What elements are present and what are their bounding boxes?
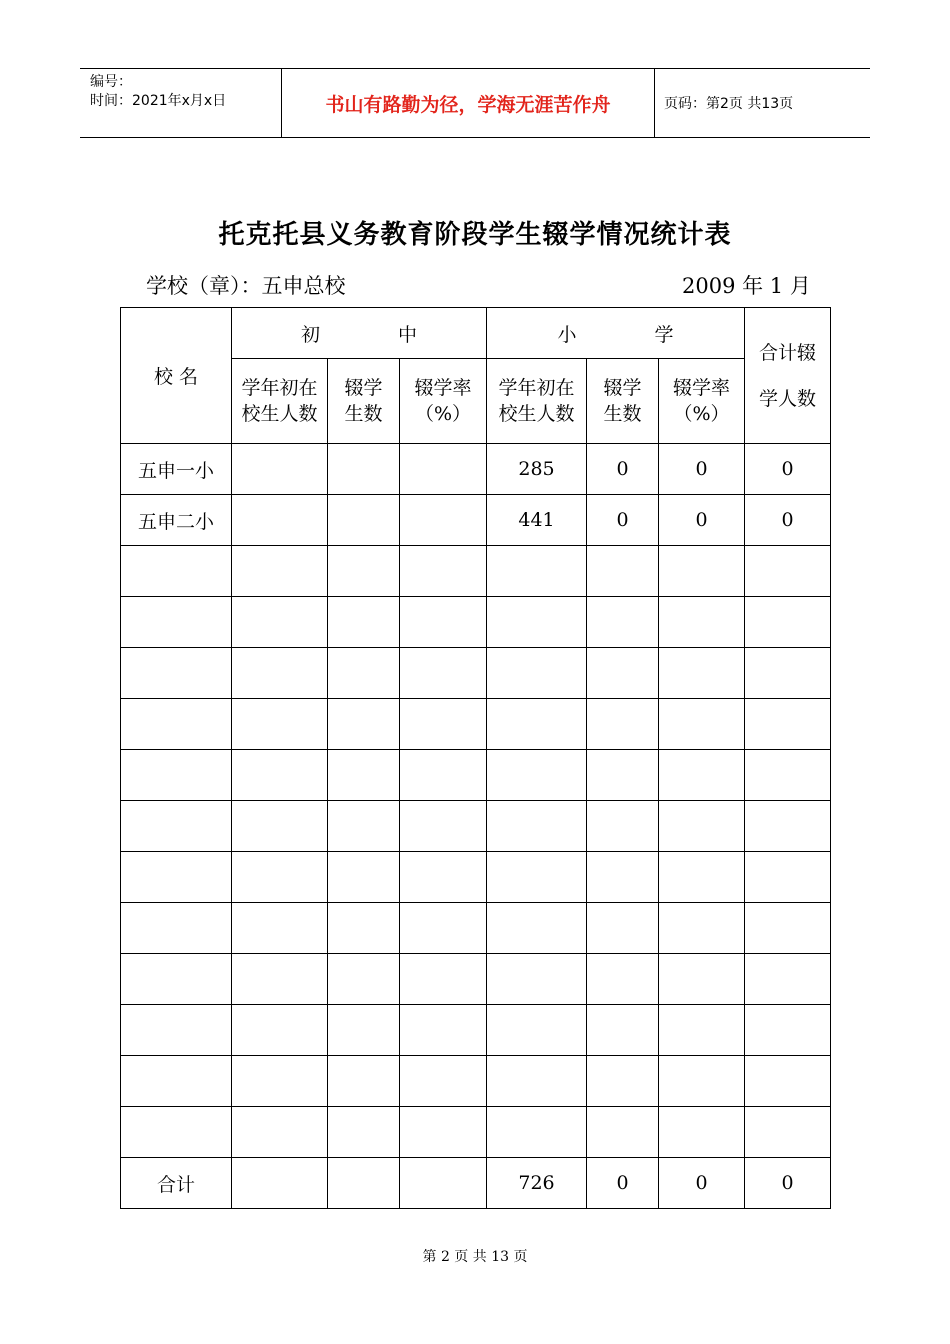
school-name-cell: 五申二小: [121, 495, 232, 546]
school-name-cell: 五申一小: [121, 444, 232, 495]
primary-rate-cell: 0: [659, 1158, 745, 1209]
primary-rate-cell: [659, 699, 745, 750]
school-name-cell: 合计: [121, 1158, 232, 1209]
junior-rate-cell: [400, 699, 487, 750]
primary-dropout-cell: 0: [587, 444, 659, 495]
primary-rate-cell: [659, 1056, 745, 1107]
primary-enrolled-cell: [487, 852, 587, 903]
junior-enrolled-cell: [232, 903, 328, 954]
primary-rate-cell: [659, 1005, 745, 1056]
total-dropout-cell: [745, 954, 831, 1005]
total-dropout-cell: [745, 1056, 831, 1107]
junior-enrolled-cell: [232, 546, 328, 597]
total-dropout-cell: [745, 801, 831, 852]
primary-dropout-cell: [587, 954, 659, 1005]
primary-enrolled-cell: 441: [487, 495, 587, 546]
report-date: 2009 年 1 月: [682, 274, 811, 298]
primary-enrolled-cell: [487, 546, 587, 597]
header-meta: [90, 73, 226, 111]
primary-rate-cell: [659, 546, 745, 597]
school-name-cell: [121, 597, 232, 648]
table-row: [121, 546, 831, 597]
junior-rate-cell: [400, 1005, 487, 1056]
school-name-cell: [121, 699, 232, 750]
table-row: [121, 444, 831, 495]
total-dropout-cell: [745, 648, 831, 699]
table-row: [121, 954, 831, 1005]
total-dropout-cell: [745, 852, 831, 903]
primary-enrolled-cell: 726: [487, 1158, 587, 1209]
page-header: [80, 68, 870, 138]
junior-dropout-cell: [328, 648, 400, 699]
junior-enrolled-cell: [232, 1056, 328, 1107]
table-row: [121, 648, 831, 699]
total-dropout-cell: [745, 903, 831, 954]
junior-rate-cell: [400, 546, 487, 597]
junior-enrolled-cell: [232, 495, 328, 546]
page-info: 页码：第2页 共13页: [664, 96, 794, 112]
junior-dropout-cell: [328, 1056, 400, 1107]
primary-dropout-cell: [587, 801, 659, 852]
primary-dropout-header: 辍学 生数: [587, 359, 659, 444]
primary-enrolled-cell: [487, 1056, 587, 1107]
primary-enrolled-cell: [487, 648, 587, 699]
junior-rate-header: 辍学率 （%）: [400, 359, 487, 444]
junior-rate-cell: [400, 852, 487, 903]
primary-enrolled-cell: [487, 801, 587, 852]
junior-header: 初 中: [232, 308, 487, 359]
total-dropout-cell: [745, 750, 831, 801]
table-row: [121, 1056, 831, 1107]
school-name-cell: [121, 852, 232, 903]
school-name-cell: [121, 903, 232, 954]
school-label: 学校（章）：五申总校: [146, 274, 346, 298]
primary-rate-cell: [659, 597, 745, 648]
primary-dropout-cell: [587, 1107, 659, 1158]
table-row: [121, 801, 831, 852]
junior-enrolled-cell: [232, 750, 328, 801]
junior-enrolled-cell: [232, 444, 328, 495]
document-title: 托克托县义务教育阶段学生辍学情况统计表: [218, 220, 732, 250]
primary-dropout-cell: [587, 546, 659, 597]
motto: 书山有路勤为径，学海无涯苦作舟: [325, 93, 611, 116]
junior-rate-cell: [400, 597, 487, 648]
junior-enrolled-cell: [232, 597, 328, 648]
primary-enrolled-cell: [487, 1107, 587, 1158]
junior-enrolled-cell: [232, 1005, 328, 1056]
primary-rate-cell: 0: [659, 495, 745, 546]
header-divider: [654, 69, 655, 137]
junior-dropout-cell: [328, 444, 400, 495]
junior-dropout-cell: [328, 903, 400, 954]
school-name-cell: [121, 1107, 232, 1158]
junior-dropout-cell: [328, 597, 400, 648]
school-name-cell: [121, 954, 232, 1005]
total-dropout-cell: [745, 1005, 831, 1056]
junior-enrolled-cell: [232, 954, 328, 1005]
table-row: [121, 699, 831, 750]
junior-rate-cell: [400, 954, 487, 1005]
primary-enrolled-cell: [487, 954, 587, 1005]
junior-rate-cell: [400, 1107, 487, 1158]
junior-dropout-cell: [328, 1158, 400, 1209]
junior-rate-cell: [400, 495, 487, 546]
primary-enrolled-cell: [487, 699, 587, 750]
primary-dropout-cell: [587, 1005, 659, 1056]
primary-enrolled-cell: [487, 903, 587, 954]
primary-dropout-cell: 0: [587, 495, 659, 546]
total-dropout-cell: 0: [745, 444, 831, 495]
junior-dropout-cell: [328, 1005, 400, 1056]
junior-dropout-cell: [328, 954, 400, 1005]
primary-enrolled-cell: 285: [487, 444, 587, 495]
junior-enrolled-cell: [232, 1107, 328, 1158]
junior-dropout-cell: [328, 546, 400, 597]
school-name-cell: [121, 1056, 232, 1107]
table-row: [121, 1107, 831, 1158]
junior-dropout-cell: [328, 495, 400, 546]
primary-dropout-cell: [587, 699, 659, 750]
primary-dropout-cell: [587, 1056, 659, 1107]
primary-dropout-cell: [587, 903, 659, 954]
junior-enrolled-cell: [232, 699, 328, 750]
primary-rate-cell: [659, 801, 745, 852]
primary-enrolled-cell: [487, 750, 587, 801]
total-dropout-cell: [745, 546, 831, 597]
junior-enrolled-cell: [232, 1158, 328, 1209]
total-dropout-cell: [745, 597, 831, 648]
junior-rate-cell: [400, 903, 487, 954]
junior-enrolled-cell: [232, 852, 328, 903]
primary-rate-cell: 0: [659, 444, 745, 495]
junior-enrolled-cell: [232, 648, 328, 699]
primary-dropout-cell: 0: [587, 1158, 659, 1209]
junior-dropout-cell: [328, 852, 400, 903]
junior-rate-cell: [400, 444, 487, 495]
junior-dropout-cell: [328, 699, 400, 750]
school-name-cell: [121, 648, 232, 699]
primary-header: 小 学: [487, 308, 745, 359]
dropout-table: [120, 307, 831, 1209]
page-footer: 第 2 页 共 13 页: [422, 1249, 528, 1265]
junior-rate-cell: [400, 801, 487, 852]
table-row: [121, 597, 831, 648]
junior-dropout-header: 辍学 生数: [328, 359, 400, 444]
junior-dropout-cell: [328, 801, 400, 852]
time-label: 时间：2021年x月x日: [90, 93, 227, 109]
primary-rate-header: 辍学率 （%）: [659, 359, 745, 444]
primary-enrolled-cell: [487, 1005, 587, 1056]
number-label: 编号：: [90, 74, 132, 90]
total-dropout-cell: 0: [745, 1158, 831, 1209]
junior-dropout-cell: [328, 750, 400, 801]
primary-dropout-cell: [587, 750, 659, 801]
primary-dropout-cell: [587, 597, 659, 648]
table-row: [121, 1005, 831, 1056]
primary-rate-cell: [659, 903, 745, 954]
school-name-cell: [121, 1005, 232, 1056]
school-name-cell: [121, 546, 232, 597]
total-dropout-header: 合计辍 学人数: [745, 308, 831, 444]
primary-rate-cell: [659, 750, 745, 801]
junior-enrolled-cell: [232, 801, 328, 852]
junior-rate-cell: [400, 750, 487, 801]
primary-dropout-cell: [587, 648, 659, 699]
total-dropout-cell: 0: [745, 495, 831, 546]
school-name-cell: [121, 801, 232, 852]
table-row: [121, 750, 831, 801]
total-dropout-cell: [745, 699, 831, 750]
junior-rate-cell: [400, 1158, 487, 1209]
primary-rate-cell: [659, 1107, 745, 1158]
primary-dropout-cell: [587, 852, 659, 903]
primary-rate-cell: [659, 648, 745, 699]
table-row: [121, 495, 831, 546]
school-name-cell: [121, 750, 232, 801]
junior-dropout-cell: [328, 1107, 400, 1158]
junior-enrolled-header: 学年初在 校生人数: [232, 359, 328, 444]
primary-enrolled-cell: [487, 597, 587, 648]
primary-enrolled-header: 学年初在 校生人数: [487, 359, 587, 444]
total-row: [121, 1158, 831, 1209]
junior-rate-cell: [400, 1056, 487, 1107]
school-name-header: 校 名: [121, 308, 232, 444]
primary-rate-cell: [659, 852, 745, 903]
primary-rate-cell: [659, 954, 745, 1005]
junior-rate-cell: [400, 648, 487, 699]
table-row: [121, 903, 831, 954]
total-dropout-cell: [745, 1107, 831, 1158]
table-row: [121, 852, 831, 903]
